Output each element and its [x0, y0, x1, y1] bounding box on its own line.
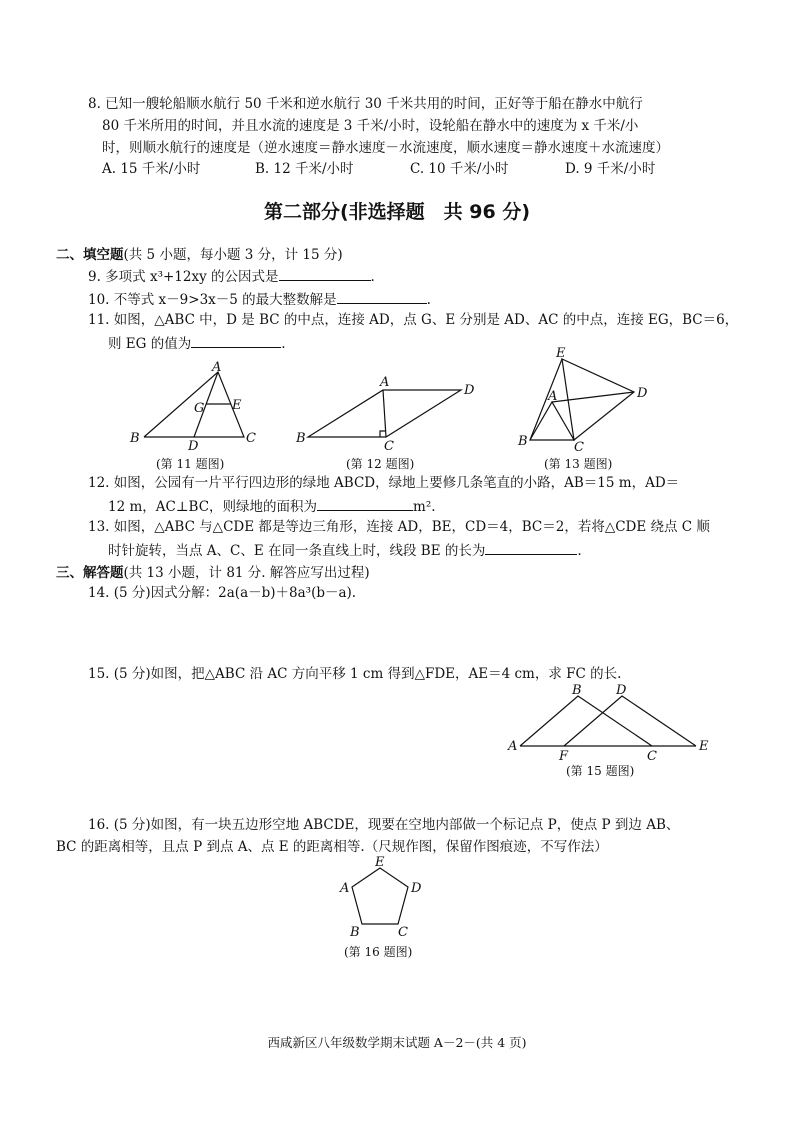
q12-line2: [108, 496, 436, 516]
q10: [88, 289, 431, 309]
fig16-pentagon-abcde: [352, 868, 408, 924]
q8-option-d: D. 9 千米/小时: [565, 161, 656, 177]
fig13-triangle-abc: [530, 402, 574, 440]
fig13-label-d: D: [637, 386, 648, 401]
fill-section-heading: [56, 243, 343, 263]
q8-line3: 时，则顺水航行的速度是（逆水速度＝静水速度－水流速度，顺水速度＝静水速度＋水流速度）: [102, 140, 669, 156]
fig16-label-a: A: [340, 881, 350, 896]
q8-option-c: C. 10 千米/小时: [410, 161, 509, 177]
fig15-triangle-fde: [564, 696, 696, 746]
fig12-label-d: D: [464, 383, 475, 398]
fill-heading-note: (共 5 小题，每小题 3 分，计 15 分): [123, 247, 343, 263]
fill-heading-label: 二、填空题: [56, 247, 124, 263]
q10-end: .: [426, 292, 431, 308]
fig16-label-d: D: [411, 881, 422, 896]
figure-13: [514, 345, 654, 453]
fig13-label-b: B: [518, 434, 528, 449]
fig12-segment-ac: [383, 390, 386, 437]
fig11-label-a: A: [212, 360, 222, 375]
fig11-label-c: C: [246, 431, 256, 446]
fig15-label-c: C: [647, 749, 657, 764]
q9-end: .: [370, 269, 375, 285]
q8-option-b: B. 12 千米/小时: [255, 161, 354, 177]
q12-end: m².: [413, 499, 436, 515]
fig13-label-e: E: [556, 346, 566, 361]
fig16-caption: (第 16 题图): [344, 945, 413, 959]
fig12-caption: (第 12 题图): [346, 457, 415, 471]
fig16-label-b: B: [350, 925, 360, 940]
q10-text: 10. 不等式 x－9>3x－5 的最大整数解是: [88, 292, 337, 308]
q13-line1: 13. 如图，△ABC 与△CDE 都是等边三角形，连接 AD，BE，CD＝4，BC＝2，若将△CDE 绕点 C 顺: [88, 519, 710, 535]
q11-answer-blank[interactable]: [191, 333, 281, 348]
figure-15: [506, 683, 710, 764]
q8-line2: 80 千米所用的时间，并且水流的速度是 3 千米/小时，设轮船在静水中的速度为 x 千米/小: [102, 118, 639, 134]
fig11-caption: (第 11 题图): [156, 457, 225, 471]
solve-section-heading: [56, 561, 370, 581]
fig11-label-d: D: [188, 439, 199, 454]
q12-line1: 12. 如图，公园有一片平行四边形的绿地 ABCD，绿地上要修几条笔直的小路，AB＝15 m，AD＝: [88, 475, 680, 491]
fig15-label-a: A: [508, 739, 518, 754]
fig13-label-c: C: [574, 440, 584, 455]
fig15-label-e: E: [699, 739, 709, 754]
fig15-label-b: B: [572, 683, 582, 698]
part2-title: 第二部分(非选择题 共 96 分): [263, 201, 531, 223]
fig13-caption: (第 13 题图): [544, 457, 613, 471]
fig16-label-c: C: [398, 925, 408, 940]
figure-11: [126, 362, 261, 452]
q14: 14. (5 分)因式分解：2a(a－b)＋8a³(b－a).: [88, 585, 357, 601]
fig12-label-a: A: [380, 375, 390, 390]
fig11-label-e: E: [232, 398, 242, 413]
fig11-label-g: G: [194, 401, 205, 416]
q12-answer-blank[interactable]: [317, 496, 413, 511]
page-footer: 西咸新区八年级数学期末试题 A－2－(共 4 页): [267, 1035, 527, 1050]
q9-text: 9. 多项式 x³+12xy 的公因式是: [88, 269, 279, 285]
q12-text: 12 m，AC⊥BC，则绿地的面积为: [108, 499, 318, 515]
fig12-label-c: C: [384, 439, 394, 454]
fig12-label-b: B: [296, 431, 306, 446]
q10-answer-blank[interactable]: [337, 289, 427, 304]
q16-line2: BC 的距离相等，且点 P 到点 A、点 E 的距离相等.（尺规作图，保留作图痕迹，不写作法）: [56, 839, 608, 855]
fig11-label-b: B: [130, 431, 140, 446]
q13-answer-blank[interactable]: [485, 540, 577, 555]
fig13-label-a: A: [548, 389, 558, 404]
q13-line2: [108, 540, 582, 560]
solve-heading-label: 三、解答题: [56, 565, 124, 581]
q11-end: .: [281, 336, 286, 352]
fig15-label-f: F: [559, 749, 569, 764]
q15: 15. (5 分)如图，把△ABC 沿 AC 方向平移 1 cm 得到△FDE，AE＝4 cm，求 FC 的长.: [88, 666, 622, 682]
fig15-label-d: D: [616, 683, 627, 698]
figure-16: [336, 856, 426, 940]
q8-line1: 8. 已知一艘轮船顺水航行 50 千米和逆水航行 30 千米共用的时间，正好等于船在静水中航行: [88, 96, 643, 112]
q9-answer-blank[interactable]: [279, 266, 371, 281]
q8-option-a: A. 15 千米/小时: [102, 161, 201, 177]
q11-text: 则 EG 的值为: [108, 336, 192, 352]
q11-line2: [108, 333, 286, 353]
fig16-label-e: E: [375, 855, 385, 870]
solve-heading-note: (共 13 小题，计 81 分. 解答应写出过程): [123, 565, 370, 581]
q13-text: 时针旋转，当点 A、C、E 在同一条直线上时，线段 BE 的长为: [108, 543, 486, 559]
q16-line1: 16. (5 分)如图，有一块五边形空地 ABCDE，现要在空地内部做一个标记点 P，使点 P 到边 AB、: [88, 817, 680, 833]
fig13-segment-ad: [552, 392, 634, 402]
q13-end: .: [577, 543, 582, 559]
fig15-caption: (第 15 题图): [566, 764, 635, 778]
q9: [88, 266, 375, 286]
q11-line1: 11. 如图，△ABC 中，D 是 BC 的中点，连接 AD，点 G、E 分别是 AD、AC 的中点，连接 EG，BC＝6，: [88, 312, 739, 328]
figure-12: [296, 372, 486, 454]
